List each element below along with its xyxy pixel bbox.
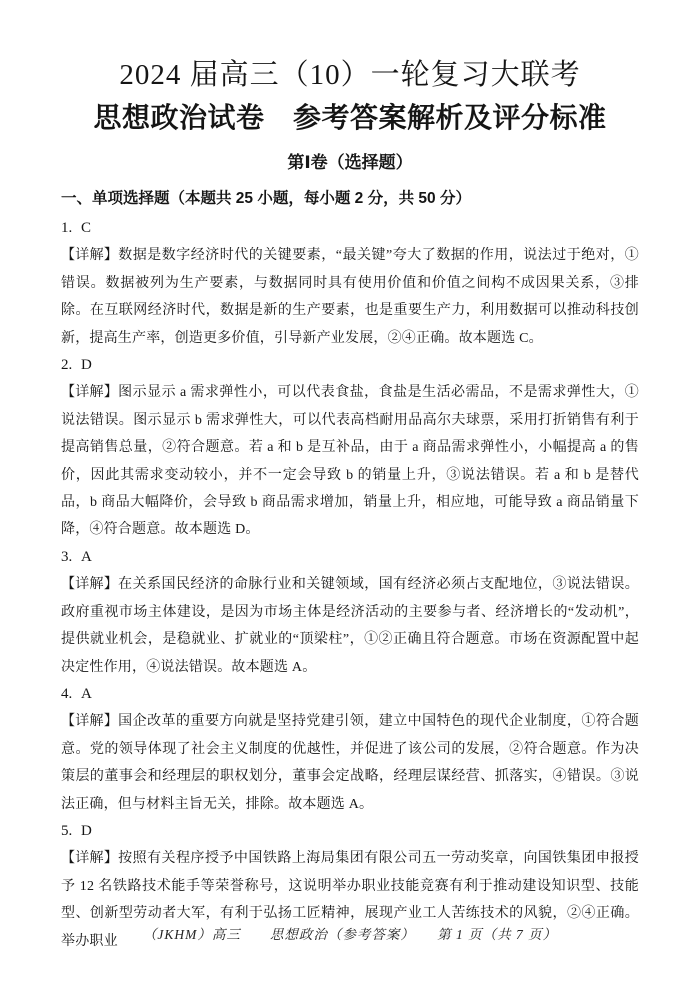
detail-text: 国企改革的重要方向就是坚持党建引领，建立中国特色的现代企业制度，①符合题意。党的领导体现了社会主义制度的优越性，并促进了该公司的发展，②符合题意。作为决策层的董事会和经理层的职权划分，董事会定战略，经理层谋经营、抓落实，④错误。③说法正确，但与材料主旨无关，排除。故本题选 A。 — [61, 714, 639, 812]
answer-choice: D — [81, 822, 92, 839]
detail-text: 数据是数字经济时代的关键要素，“最关键”夸大了数据的作用，说法过于绝对，①错误。数据被列为生产要素，与数据同时具有使用价值和价值之间构不成因果关系，③排除。在互联网经济时代，数据是新的生产要素，也是重要生产力，利用数据可以推动科技创新，提高生产率，创造更多价值，引导新产业发展，②④正确。故本题选 C。 — [61, 248, 639, 346]
answer-line — [61, 352, 639, 379]
question-number: 4. — [61, 685, 73, 702]
answer-explanation — [61, 708, 639, 818]
question-block-2 — [61, 352, 639, 544]
answer-line — [61, 681, 639, 708]
answer-explanation — [61, 379, 639, 543]
exam-title: 2024 届高三（10）一轮复习大联考 — [119, 59, 581, 91]
answer-choice: A — [81, 685, 92, 702]
page-footer: （JKHM）高三 思想政治（参考答案） 第 1 页（共 7 页） — [142, 927, 558, 942]
question-block-3 — [61, 544, 639, 681]
answer-choice: D — [81, 357, 92, 374]
question-number: 5. — [61, 822, 73, 839]
section-title: 第Ⅰ卷（选择题） — [287, 153, 413, 172]
answer-choice: A — [81, 548, 92, 565]
answer-explanation — [61, 571, 639, 681]
answers-list — [61, 215, 639, 955]
question-number: 2. — [61, 357, 73, 374]
detail-text: 图示显示 a 需求弹性小，可以代表食盐，食盐是生活必需品，不是需求弹性大，①说法错误。图示显示 b 需求弹性大，可以代表高档耐用品高尔夫球票，采用打折销售有利于提高销售总量，②符合题意。若 a 和 b 是互补品，由于 a 商品需求弹性小，小幅提高 a 的售价，因此其需求变动较小，并不一定会导致 b 的销量上升，③说法错误。若 a 和 b 是替代品，b 商品大幅降价，会导致 b 商品需求增加，销量上升，相应地，可能导致 a 商品销量下降，④符合题意。故本题选 D。 — [61, 385, 640, 538]
question-block-4 — [61, 681, 639, 818]
answer-line — [61, 215, 639, 242]
detail-label: 【详解】 — [61, 577, 119, 593]
question-number: 1. — [61, 220, 73, 236]
detail-label: 【详解】 — [61, 248, 119, 264]
detail-label: 【详解】 — [61, 385, 119, 401]
answer-explanation — [61, 242, 639, 352]
answer-line — [61, 818, 639, 845]
question-number: 3. — [61, 548, 73, 565]
detail-label: 【详解】 — [61, 714, 119, 730]
detail-label: 【详解】 — [61, 851, 119, 867]
answer-choice: C — [81, 220, 92, 236]
detail-text: 按照有关程序授予中国铁路上海局集团有限公司五一劳动奖章，向国铁集团申报授予 12 名铁路技术能手等荣誉称号，这说明举办职业技能竞赛有利于推动建设知识型、技能型、创新型劳动者大军，有利于弘扬工匠精神，展现产业工人苦练技术的风貌，②④正确。举办职业 — [61, 851, 639, 949]
question-block-1 — [61, 215, 639, 352]
detail-text: 在关系国民经济的命脉行业和关键领域，国有经济必须占支配地位，③说法错误。政府重视市场主体建设，是因为市场主体是经济活动的主要参与者、经济增长的“发动机”，提供就业机会，是稳就业、扩就业的“顶梁柱”，①②正确且符合题意。市场在资源配置中起决定性作用，④说法错误。故本题选 A。 — [61, 577, 639, 675]
paper-title: 思想政治试卷 参考答案解析及评分标准 — [93, 103, 607, 134]
part-heading: 一、单项选择题（本题共 25 小题，每小题 2 分，共 50 分） — [61, 190, 471, 207]
answer-line — [61, 544, 639, 571]
